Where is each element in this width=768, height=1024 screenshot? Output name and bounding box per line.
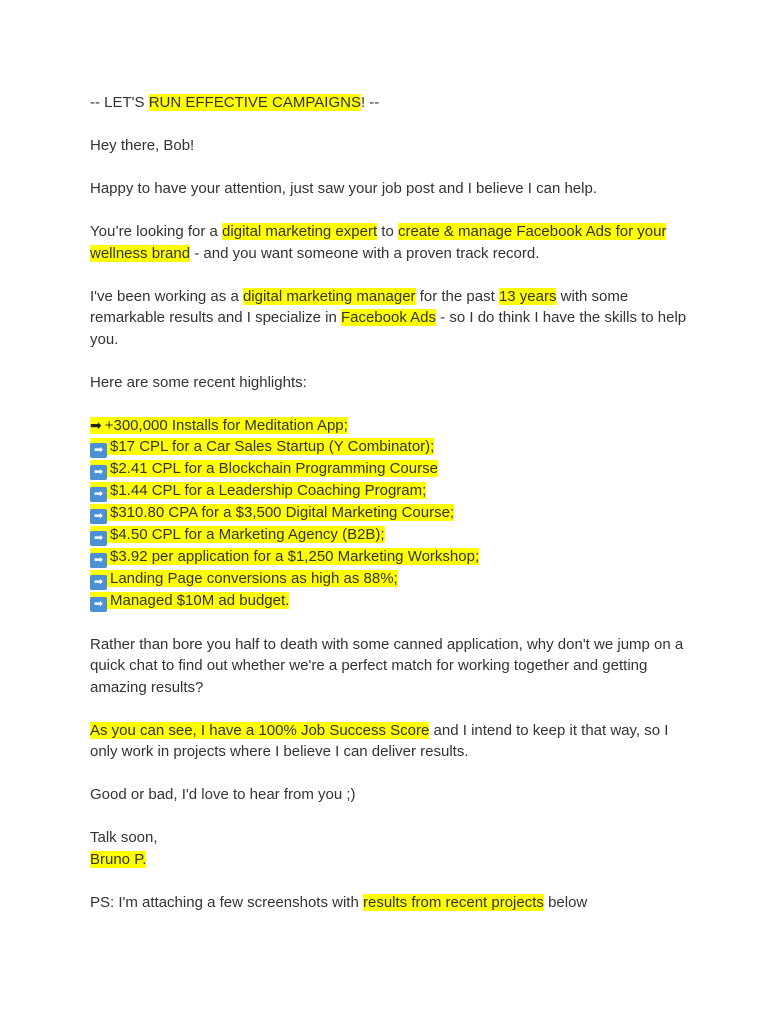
list-item-text: +300,000 Installs for Meditation App; (104, 416, 348, 434)
highlight-facebook-ads: Facebook Ads (340, 309, 437, 326)
right-arrow-icon: ➡ (90, 416, 102, 433)
job-success-paragraph (90, 720, 690, 763)
experience-paragraph (90, 286, 690, 351)
highlight-digital-marketing-manager: digital marketing manager (242, 287, 416, 305)
signature-block (90, 827, 690, 870)
list-item-text: Landing Page conversions as high as 88%; (110, 570, 398, 587)
text-run: for the past (415, 287, 499, 305)
list-item-text: $1.44 CPL for a Leadership Coaching Program; (110, 482, 427, 499)
text-run: PS: I'm attaching a few screenshots with (90, 893, 363, 911)
list-item-text: $3.92 per application for a $1,250 Marketing Workshop; (110, 548, 480, 565)
heading (90, 92, 690, 114)
ps-paragraph (90, 892, 690, 914)
highlight-job-success-score: As you can see, I have a 100% Job Success Score (90, 721, 430, 739)
text-run: You’re looking for a (90, 223, 223, 240)
list-item-text: $17 CPL for a Car Sales Startup (Y Combinator); (110, 438, 435, 455)
heading-highlight: RUN EFFECTIVE CAMPAIGNS (148, 94, 361, 111)
intro-paragraph: Happy to have your attention, just saw your job post and I believe I can help. (90, 180, 597, 197)
proposal-letter (90, 92, 690, 935)
right-arrow-icon: ➡ (90, 531, 107, 546)
highlight-digital-marketing-expert: digital marketing expert (222, 223, 378, 240)
list-item (90, 502, 690, 524)
list-item-text: $2.41 CPL for a Blockchain Programming Course (110, 460, 438, 477)
highlight-create-manage-ads: create & manage Facebook Ads for your wellness brand (90, 223, 667, 262)
list-item-text: Managed $10M ad budget. (110, 592, 290, 609)
highlights-list (90, 415, 690, 613)
text-run: and I intend to keep it that way, so I only work in projects where I believe I can deliver results. (90, 721, 669, 760)
right-arrow-icon: ➡ (90, 465, 107, 480)
chat-invite-paragraph: Rather than bore you half to death with some canned application, why don't we jump on a quick chat to find out whether we're a perfect match for working together and getting amazing results? (90, 635, 684, 696)
list-item (90, 480, 690, 502)
highlight-13-years: 13 years (498, 287, 557, 305)
signoff: Talk soon, (90, 829, 158, 846)
list-item (90, 458, 690, 480)
good-or-bad-paragraph: Good or bad, I'd love to hear from you ;) (90, 786, 356, 803)
list-item-text: $4.50 CPL for a Marketing Agency (B2B); (110, 526, 385, 543)
right-arrow-icon: ➡ (90, 509, 107, 524)
right-arrow-icon: ➡ (90, 443, 107, 458)
text-run: below (543, 893, 588, 911)
highlight-results: results from recent projects (363, 893, 544, 911)
right-arrow-icon: ➡ (90, 597, 107, 612)
list-item-text: $310.80 CPA for a $3,500 Digital Marketing Course; (110, 504, 455, 521)
signature-name: Bruno P. (90, 850, 147, 868)
list-item (90, 436, 690, 458)
list-item (90, 524, 690, 546)
greeting: Hey there, Bob! (90, 137, 195, 154)
heading-suffix: ! -- (360, 94, 380, 111)
looking-for-paragraph (90, 221, 690, 264)
heading-prefix: -- LET'S (90, 94, 149, 111)
list-item (90, 546, 690, 568)
list-item (90, 415, 690, 437)
right-arrow-icon: ➡ (90, 487, 107, 502)
list-item (90, 590, 690, 612)
right-arrow-icon: ➡ (90, 575, 107, 590)
text-run: - and you want someone with a proven track record. (190, 244, 540, 262)
text-run: to (377, 223, 398, 240)
right-arrow-icon: ➡ (90, 553, 107, 568)
highlights-intro: Here are some recent highlights: (90, 373, 307, 391)
text-run: - so I do think I have the skills to help you. (90, 309, 687, 348)
text-run: I've been working as a (90, 287, 243, 305)
list-item (90, 568, 690, 590)
text-run: with some remarkable results and I specialize in (90, 287, 629, 326)
